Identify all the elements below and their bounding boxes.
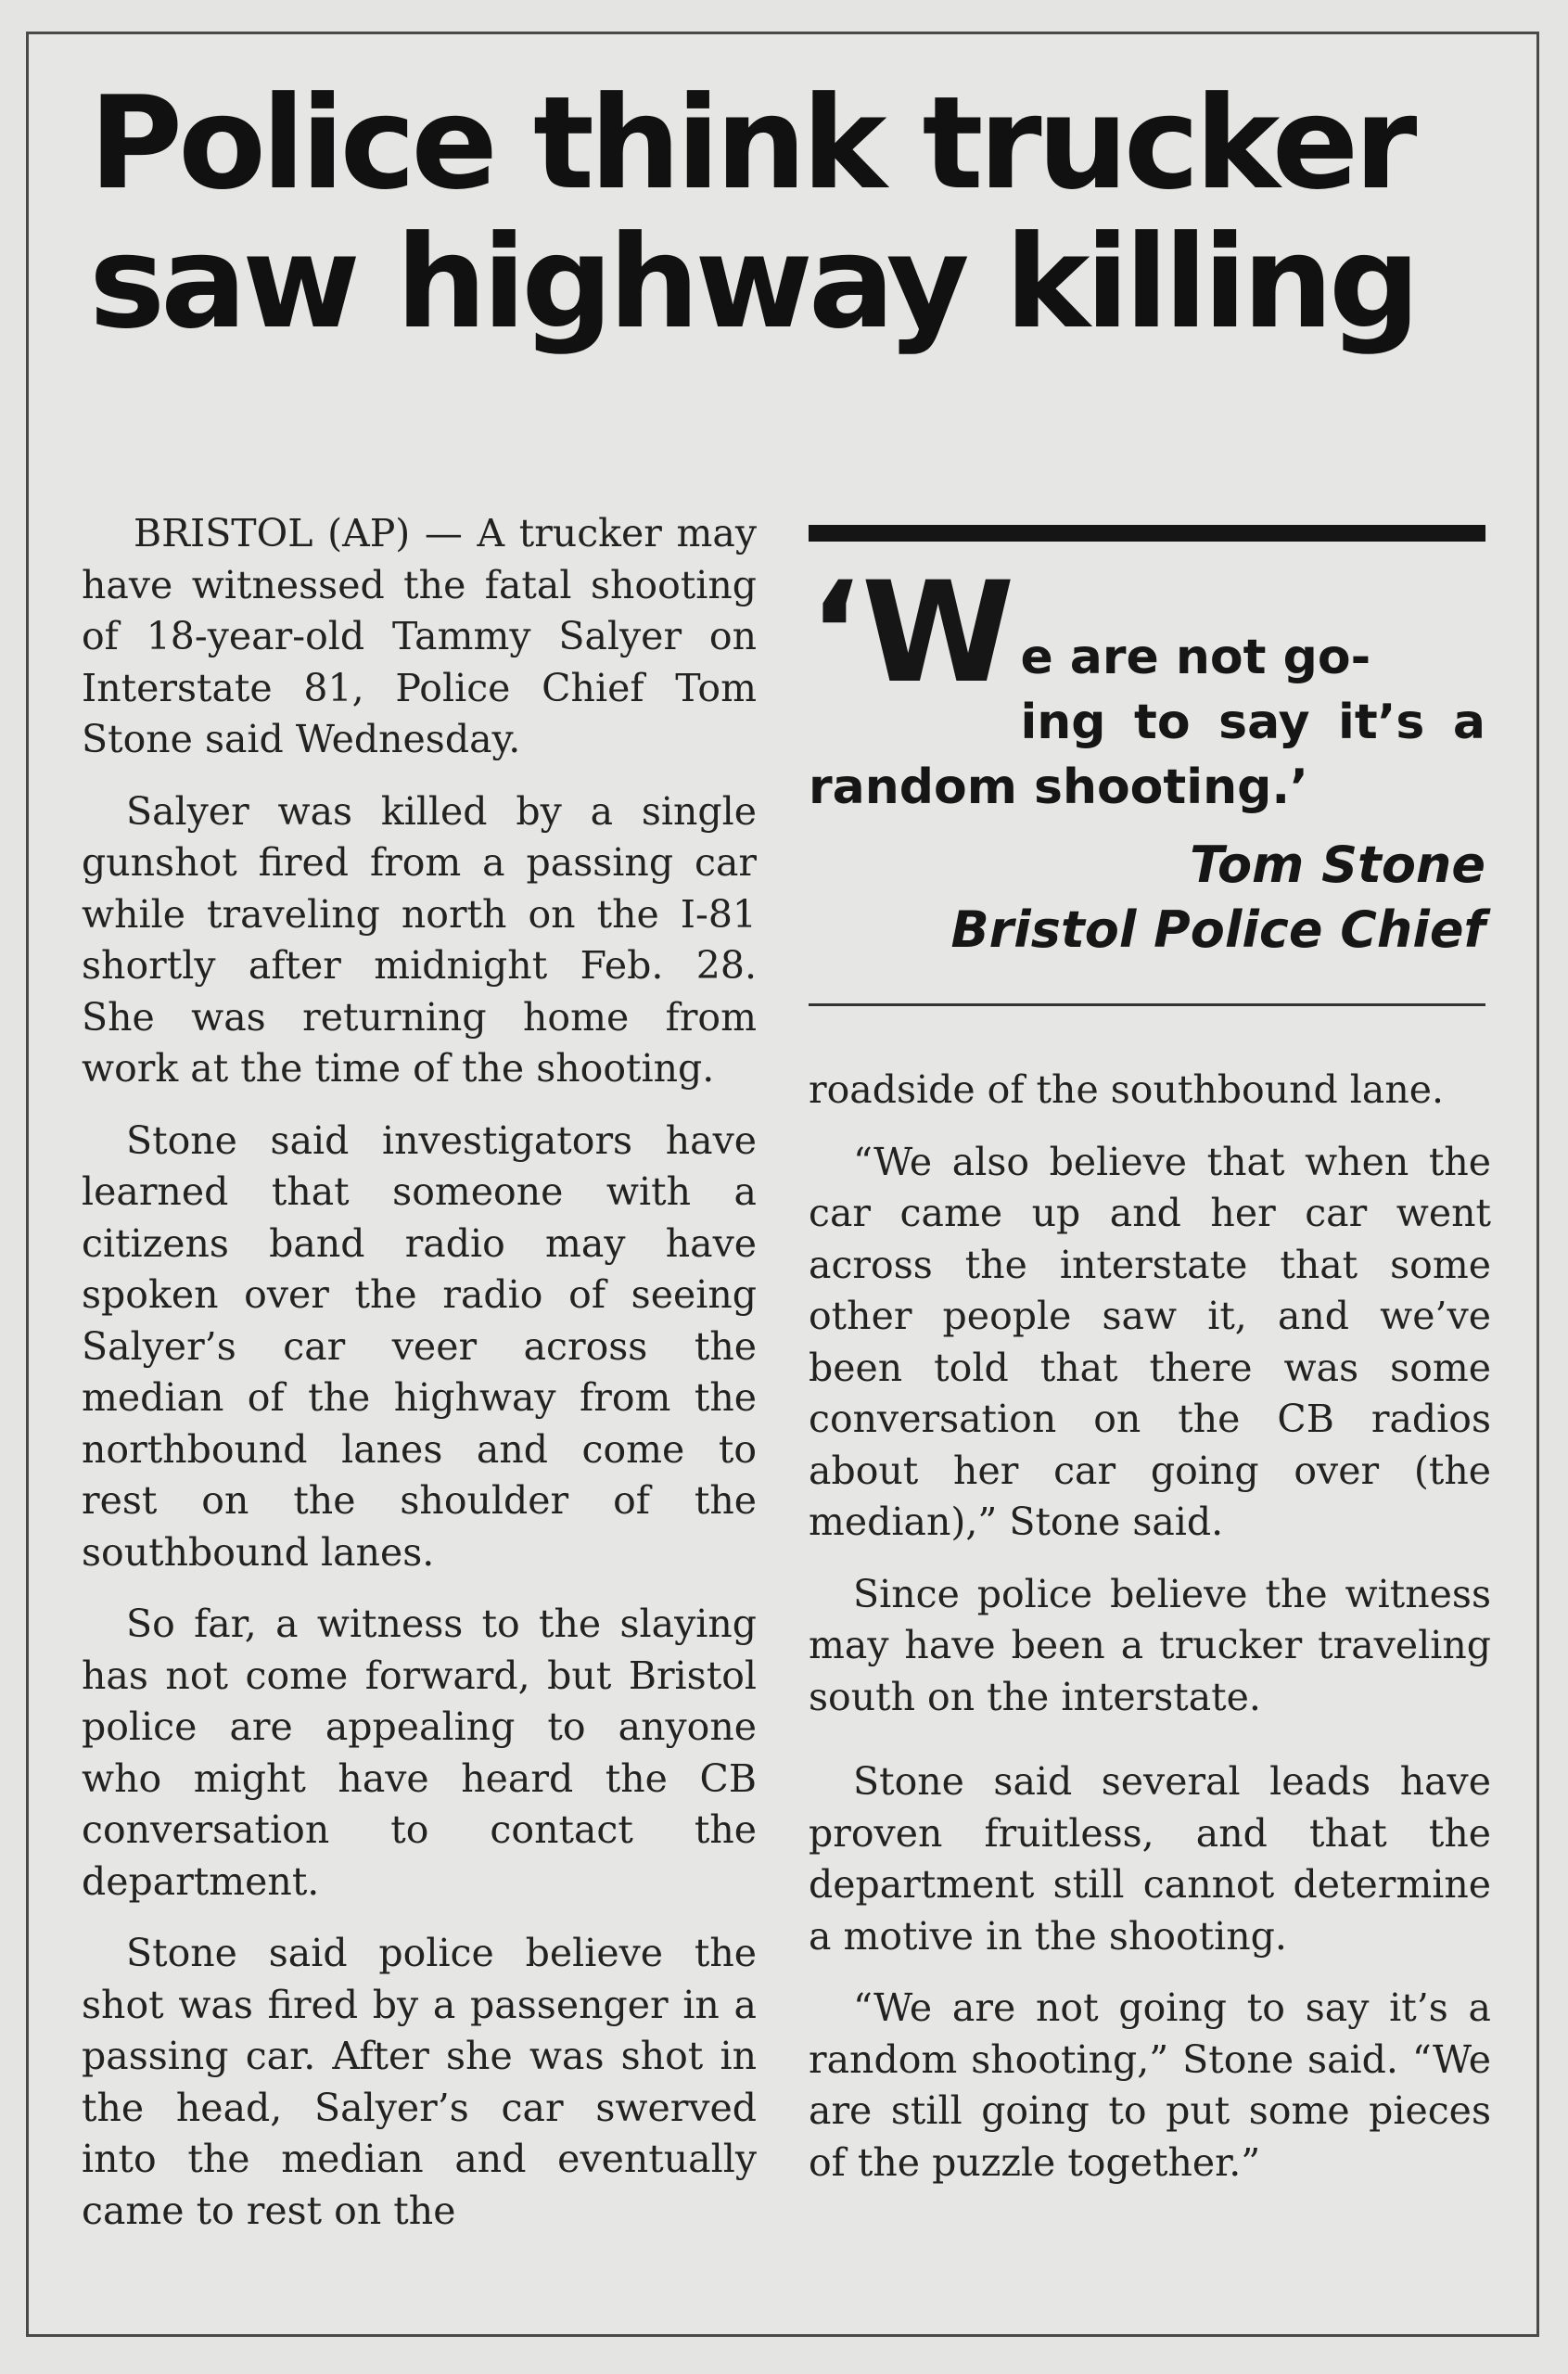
pull-quote-text <box>809 553 1485 820</box>
article-column-right <box>809 1065 1491 2189</box>
headline <box>89 69 1498 357</box>
pull-quote-rest: ing to say it’s a random shooting.’ <box>809 695 1485 815</box>
paragraph: Stone said several leads have proven fruitless, and that the department still cannot determine a motive in the shooting. <box>809 1759 1491 1959</box>
paragraph: BRISTOL (AP) — A trucker may have witnessed the fatal shooting of 18-year-old Tammy Salyer on Interstate 81, Police Chief Tom Stone said Wednesday. <box>82 511 757 761</box>
attribution-title: Bristol Police Chief <box>950 900 1485 959</box>
paragraph: Since police believe the witness may have been a trucker traveling south on the interstate. <box>809 1571 1491 1719</box>
paragraph: Stone said police believe the shot was fired by a passenger in a passing car. After she was shot in the head, Salyer’s car swerved into the median and eventually came to rest on the <box>82 1931 757 2233</box>
pull-quote-top-rule <box>809 525 1485 542</box>
headline-line-1: Police think trucker <box>89 69 1413 218</box>
pull-quote-bottom-rule <box>809 1003 1485 1006</box>
paragraph: Stone said investigators have learned that someone with a citizens band radio may have spoken over the radio of seeing Salyer’s car veer across the median of the highway from the northbound lanes and come to rest on the shoulder of the southbound lanes. <box>82 1117 757 1575</box>
pull-quote-drop-cap: ‘W <box>809 553 1015 714</box>
paragraph: “We also believe that when the car came up and her car went across the interstate that some other people saw it, and we’ve been told that there was some conversation on the CB radios about her car going over (the median),” Stone said. <box>809 1139 1491 1544</box>
pull-quote <box>809 525 1485 1006</box>
paragraph: So far, a witness to the slaying has not come forward, but Bristol police are appealing to anyone who might have heard the CB conversation to contact the department. <box>82 1602 757 1904</box>
headline-line-2: saw highway killing <box>89 208 1416 357</box>
pull-quote-first-line: e are not go- <box>1020 630 1371 685</box>
paragraph: roadside of the southbound lane. <box>809 1067 1445 1112</box>
article-column-left <box>82 508 757 2237</box>
attribution-name: Tom Stone <box>1190 836 1485 894</box>
pull-quote-attribution <box>809 833 1485 963</box>
paragraph: Salyer was killed by a single gunshot fired from a passing car while traveling north on the I-81 shortly after midnight Feb. 28. She was returning home from work at the time of the shooting. <box>82 788 757 1091</box>
paragraph: “We are not going to say it’s a random shooting,” Stone said. “We are still going to put some pieces of the puzzle together.” <box>809 1985 1491 2185</box>
